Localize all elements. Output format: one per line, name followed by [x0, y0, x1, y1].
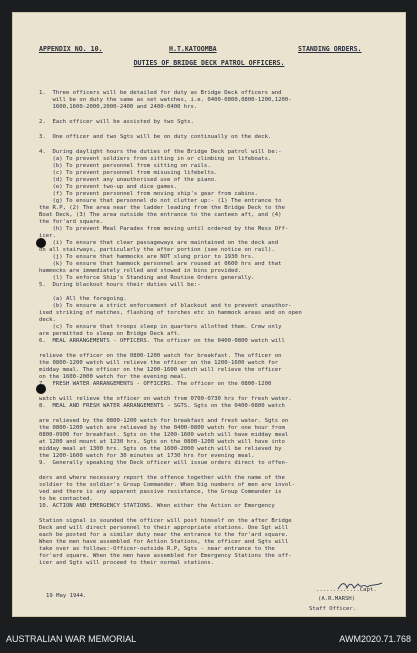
body-line: 0800-0900 for breakfast. Sgts on the 1200-1600 watch will have midday meal [39, 432, 289, 438]
body-line: watch will relieve the officer on watch from 0700-0730 hrs for fresh water. [39, 396, 292, 402]
appendix-number: APPENDIX NO. 10. [39, 45, 103, 53]
body-line: (d) To prevent any unauthorised use of the piano. [39, 177, 218, 183]
body-line: Station signal is sounded the officer will post himself on the after Bridge [39, 518, 292, 524]
body-line: deck. [39, 317, 56, 323]
body-line: 5. During blackout hours their duties will be:- [39, 282, 201, 288]
body-line: the R.P, (2) The area near the ladder leading from the Bridge Deck to the [39, 205, 285, 211]
body-line: relieve the officer on the 0800-1200 watch for breakfast. The officer on [39, 353, 282, 359]
body-line: soldier to the soldier's Group Commander. When big numbers of men are invol- [39, 482, 295, 488]
ship-name: H.T.KATOOMBA [169, 45, 217, 53]
body-line: (g) To ensure that personnel do not clutter up:- (1) The entrance to [39, 198, 282, 204]
document-title: DUTIES OF BRIDGE DECK PATROL OFFICERS. [133, 59, 285, 67]
body-line: (j) To ensure that hammocks are NOT slung prior to 1930 hrs. [39, 254, 255, 260]
body-line: Boat Deck, (3) The area outside the entrance to the canteen aft, and (4) [39, 212, 282, 218]
body-line: on the 1600-2000 watch for the evening meal. [39, 374, 188, 380]
body-line: (l) To enforce Ship's Standing and Routine Orders generally. [39, 275, 255, 281]
body-line: ders and where necessary report the offence together with the name of the [39, 475, 285, 481]
body-line: icer and Sgts will proceed to their normal stations. [39, 560, 215, 566]
body-line: will be on duty the same as set watches, i.e. 0400-0800,0800-1200,1200- [39, 97, 292, 103]
body-line: ised striking of matches, flashing of torches etc in hammock areas and on open [39, 310, 302, 316]
body-line: for'ard square. When the men have assembled for Emergency Stations the off- [39, 553, 292, 559]
body-line: (b) To prevent personnel from sitting on rails. [39, 163, 211, 169]
body-line: (a) To prevent soldiers from sitting in or climbing on lifeboats. [39, 156, 272, 162]
accession-number: AWM2020.71.768 [339, 634, 411, 644]
signatory-name: (A.R.MARSH) [318, 596, 356, 602]
body-line: midday meal. The officer on the 1200-1600 watch will relieve the officer [39, 367, 282, 373]
signatory-role: Staff Officer. [309, 606, 357, 612]
body-line: are relieved by the 0800-1200 watch for breakfast and fresh water. Sgts on [39, 418, 289, 424]
signature-line: .............Capt. [316, 587, 377, 593]
body-line: at 1200 and mount at 1230 hrs. Sgts on the 0800-1200 watch will have into [39, 439, 285, 445]
body-line: 8. MEAL AND FRESH WATER ARRANGEMENTS - SGTS. Sgts on the 0400-0800 watch [39, 403, 285, 409]
body-line: are permitted to sleep on Bridge Deck aft. [39, 331, 181, 337]
document-date: 19 May 1944. [46, 593, 87, 599]
body-line: 2. Each officer will be assisted by two Sgts. [39, 119, 194, 125]
body-line: When the men have assembled for Action Stations, the officer and Sgts will [39, 539, 289, 545]
body-line: 1. Three officers will be detailed for duty as Bridge Deck officers and [39, 90, 282, 96]
body-line: on all stairways, particularly the after portion (see notice on rail). [39, 247, 275, 253]
body-line: midday meal at 1300 hrs. Sgts on the 1600-2000 watch will be relieved by [39, 446, 282, 452]
body-line: the for'ard square. [39, 219, 103, 225]
body-line: 6. MEAL ARRANGEMENTS - OFFICERS. The officer on the 0400-0800 watch will [39, 338, 285, 344]
body-line: 4. During daylight hours the duties of the Bridge Deck patrol will be:- [39, 149, 282, 155]
body-line: icer. [39, 233, 56, 239]
body-line: Deck and will direct personnel to their appropriate stations. One Sgt will [39, 525, 289, 531]
body-line: (c) To ensure that troops sleep in quarters allotted them. Crew only [39, 324, 282, 330]
body-line: the 0800-1200 watch will relieve the officer on the 1200-1600 watch for [39, 360, 279, 366]
body-line: (e) To prevent two-up and dice games. [39, 184, 178, 190]
body-line: (k) To ensure that hammock personnel are roused at 0600 hrs and that [39, 261, 282, 267]
body-line: (b) To ensure a strict enforcement of blackout and to prevent unauthor- [39, 303, 292, 309]
body-line: 3. One officer and two Sgts will be on duty continually on the deck. [39, 134, 272, 140]
body-line: each be posted for a similar duty near the entrance to the for'ard square. [39, 532, 289, 538]
body-line: 9. Generally speaking the Deck officer will issue orders direct to offen- [39, 460, 289, 466]
body-line: (i) To ensure that clear passageways are maintained on the deck and [39, 240, 279, 246]
body-line: (a) All the foregoing. [39, 296, 127, 302]
order-type: STANDING ORDERS. [298, 45, 362, 53]
body-line: ved and there is any apparent passive resistance, the Group Commander is [39, 489, 282, 495]
body-line: to be contacted. [39, 496, 93, 502]
archive-name: AUSTRALIAN WAR MEMORIAL [6, 634, 137, 644]
document-page [12, 12, 406, 617]
body-line: the 1200-1600 watch for 30 minutes at 1730 hrs for evening meal. [39, 453, 255, 459]
body-line: the 0800-1200 watch are relieved by the 0400-0800 watch for one hour from [39, 425, 285, 431]
body-line: hammocks are immediately rolled and stowed in bins provided. [39, 268, 242, 274]
body-line: (h) To prevent Meal Parades from moving until ordered by the Mess Off- [39, 226, 289, 232]
body-line: 7. FRESH WATER ARRANGEMENTS - OFFICERS. The officer on the 0800-1200 [39, 381, 272, 387]
body-line: 10. ACTION AND EMERGENCY STATIONS. When either the Action or Emergency [39, 503, 275, 509]
archive-footer [0, 624, 417, 653]
body-line: take over as follows:-Officer-outside R.P, Sgts - near entrance to the [39, 546, 275, 552]
body-line: (c) To prevent personnel from misusing lifebelts. [39, 170, 218, 176]
body-line: (f) To prevent personnel from moving ship's gear from cabins. [39, 191, 258, 197]
body-line: 1600,1600-2000,2000-2400 and 2400-0400 hrs. [39, 104, 198, 110]
